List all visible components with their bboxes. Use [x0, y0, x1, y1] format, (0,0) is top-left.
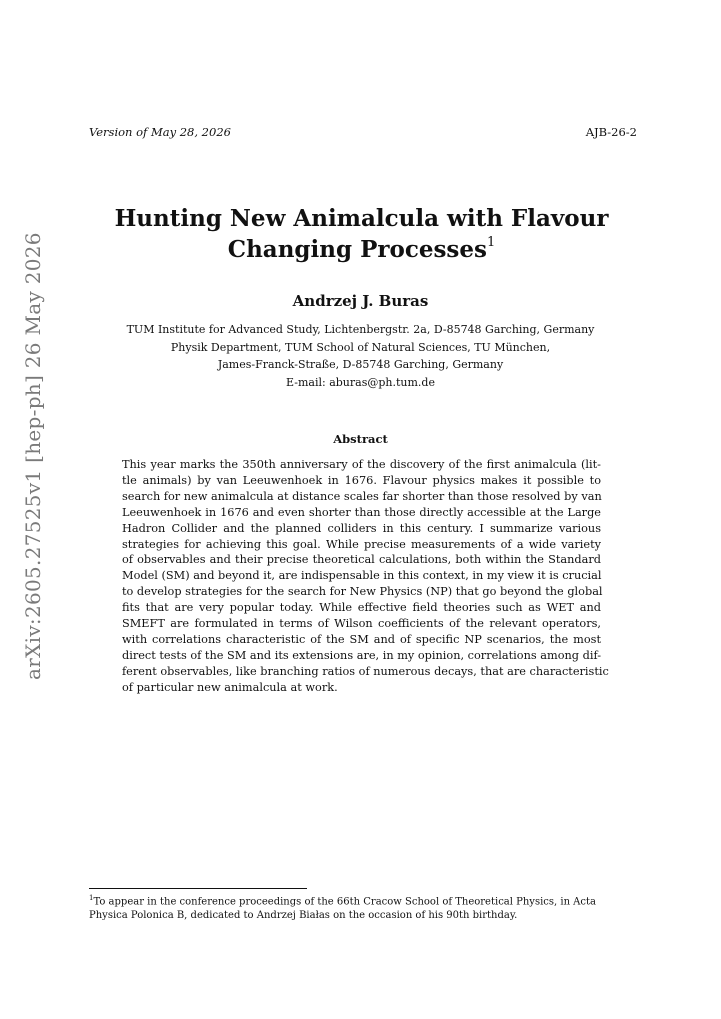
report-number: AJB-26-2	[585, 125, 637, 139]
affiliation-line-3: James-Franck-Straße, D-85748 Garching, Germany	[217, 358, 504, 371]
footnote-line-2: Physica Polonica B, dedicated to Andrzej Białas on the occasion of his 90th birthday.	[89, 909, 518, 921]
abstract-line: search for new animalcula at distance scales far shorter than those resolved by van	[122, 489, 602, 503]
footnote-mark: 1	[89, 894, 94, 902]
abstract-line: Model (SM) and beyond it, are indispensable in this context, in my view it is crucial	[122, 569, 602, 583]
abstract-line: SMEFT are formulated in terms of Wilson coefficients of the relevant operators,	[122, 617, 601, 631]
footnote-line-1	[89, 892, 637, 909]
affiliation-line-2: Physik Department, TUM School of Natural Sciences, TU München,	[170, 340, 551, 354]
title-line-1: Hunting New Animalcula with Flavour	[114, 205, 609, 232]
title-line-2	[100, 234, 623, 265]
arxiv-identifier-stamp: arXiv:2605.27525v1 [hep-ph] 26 May 2026	[21, 232, 45, 680]
abstract-line: Hadron Collider and the planned colliders in this century. I summarize various	[122, 521, 601, 535]
abstract-line: fits that are very popular today. While effective field theories such as WET and	[122, 601, 601, 615]
footnote	[89, 892, 637, 922]
author-email[interactable]: E-mail: aburas@ph.tum.de	[286, 375, 435, 389]
abstract-line: with correlations characteristic of the SM and of specific NP scenarios, the most	[122, 632, 601, 646]
abstract-line: direct tests of the SM and its extensions are, in my opinion, correlations among dif-	[122, 648, 602, 662]
affiliation-block	[0, 321, 721, 391]
affiliation-line-1: TUM Institute for Advanced Study, Lichtenbergstr. 2a, D-85748 Garching, Germany	[126, 323, 595, 336]
abstract-line: to develop strategies for the search for New Physics (NP) that go beyond the global	[122, 585, 603, 599]
abstract-line: of observables and their precise theoretical calculations, both within the Standard	[122, 553, 601, 567]
paper-title	[100, 203, 623, 265]
abstract-line: tle animals) by van Leeuwenhoek in 1676. Flavour physics makes it possible to	[122, 473, 601, 487]
abstract-heading: Abstract	[333, 432, 388, 446]
abstract-line: This year marks the 350th anniversary of the discovery of the first animalcula (lit-	[122, 458, 601, 471]
title-footnote-mark[interactable]: 1	[486, 235, 496, 250]
abstract-line: Leeuwenhoek in 1676 and even shorter than those directly accessible at the Large	[122, 505, 601, 519]
abstract-line: strategies for achieving this goal. While precise measurements of a wide variety	[122, 537, 601, 551]
abstract-body	[122, 457, 609, 696]
version-date: Version of May 28, 2026	[89, 125, 231, 139]
abstract-line: of particular new animalcula at work.	[122, 680, 338, 694]
footnote-text-1: To appear in the conference proceedings of the 66th Cracow School of Theoretical Physics, in Acta	[93, 896, 596, 908]
abstract-line: ferent observables, like branching ratios of numerous decays, that are characteristic	[122, 664, 609, 678]
author-name: Andrzej J. Buras	[292, 292, 429, 310]
title-line-2-text: Changing Processes	[227, 236, 487, 263]
footnote-rule	[89, 888, 307, 889]
